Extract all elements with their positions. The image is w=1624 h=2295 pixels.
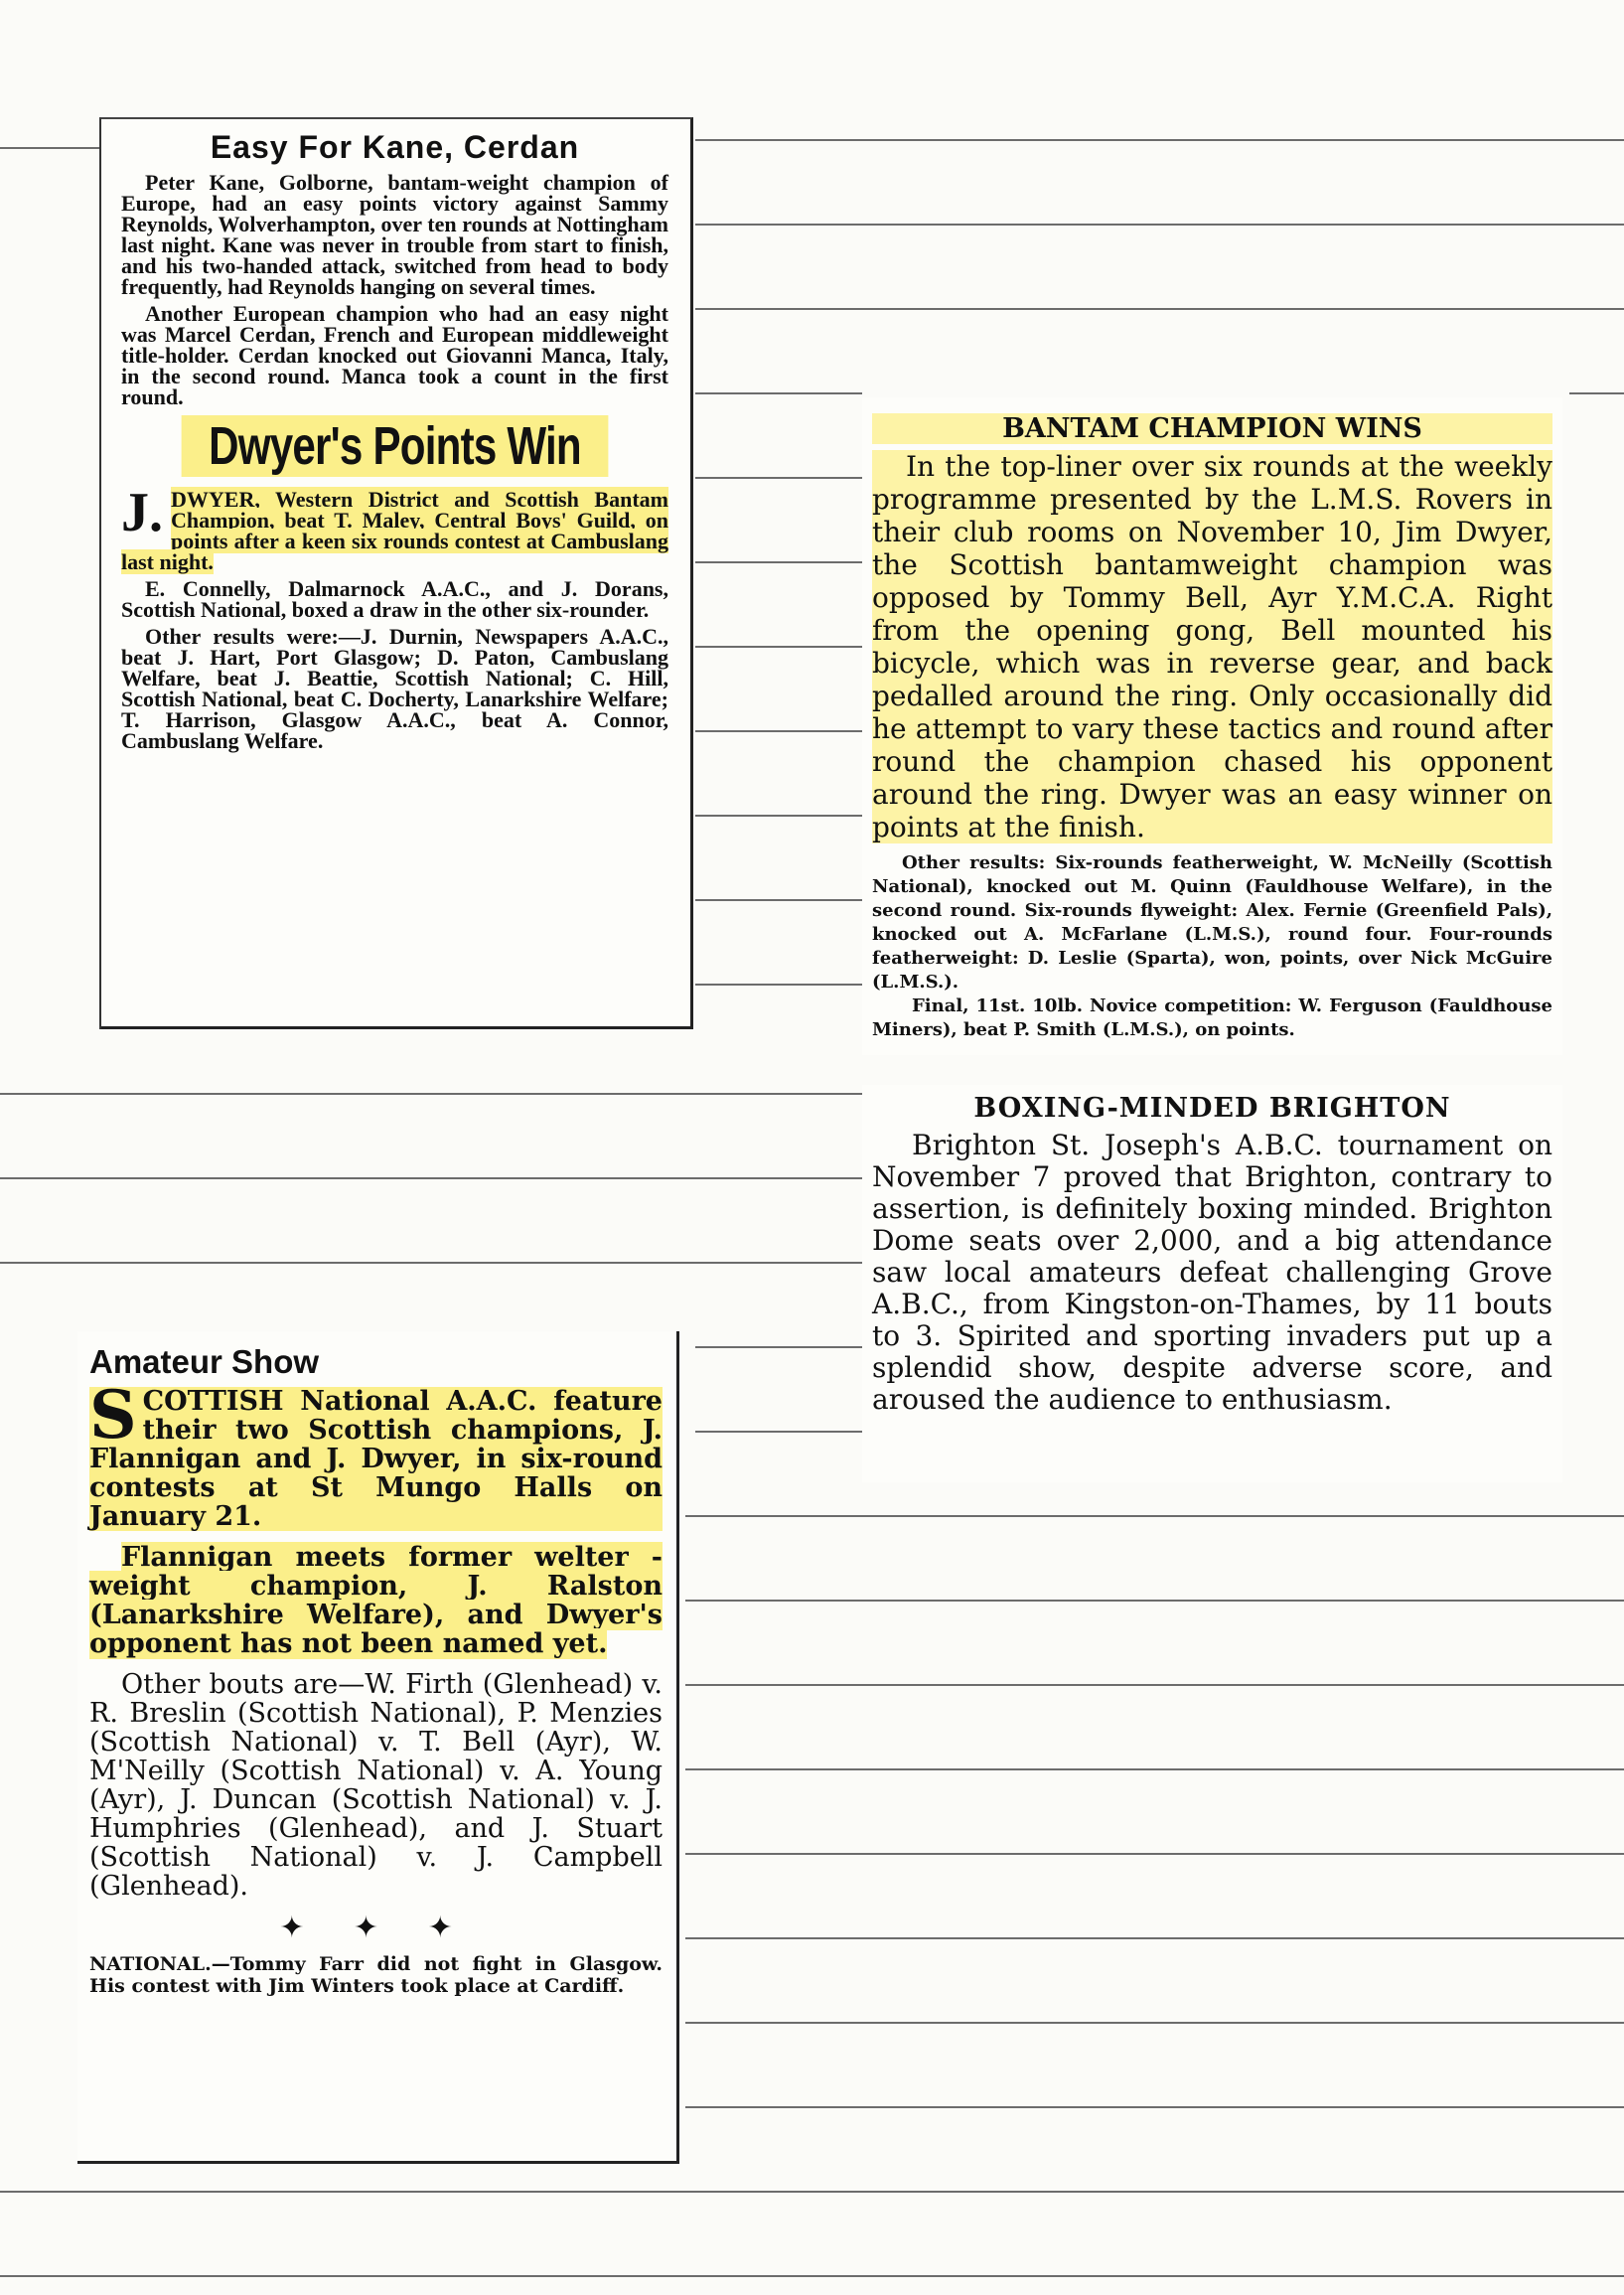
drop-cap: S [89,1376,137,1454]
drop-cap: J. [121,482,163,543]
clipping-brighton [862,1085,1562,1482]
headline-dwyers-points-win: Dwyer's Points Win [182,415,609,477]
headline-boxing-minded-brighton: BOXING-MINDED BRIGHTON [973,1093,1451,1124]
lead-paragraph: DWYER, Western District and Scottish Bantam Champion, beat T. Maley, Central Boys' Guild, on points after a keen six rounds contest at Cambuslang last night. [121,487,668,574]
flannigan-paragraph: Flannigan meets former welter - weight champion, J. Ralston (Lanarkshire Welfare), and Dwyer's opponent has not been named yet. [89,1542,663,1659]
clipping-bantam-champion [862,397,1562,1055]
paragraph-cerdan: Another European champion who had an easy night was Marcel Cerdan, French and European middleweight title-holder. Cerdan knocked out Giovanni Manca, Italy, in the second round. Manca took a count in the first round. [121,301,668,409]
paragraph-other-results: Other results were:—J. Durnin, Newspapers A.A.C., beat J. Hart, Port Glasgow; D. Paton, Cambuslang Welfare, beat J. Beattie, Scottish National; C. Hill, Scottish National, beat C. Docherty, Lanarkshire Welfare; T. Harrison, Glasgow A.A.C., beat A. Connor, Cambuslang Welfare. [121,624,668,753]
lead-paragraph: COTTISH National A.A.C. feature their two Scottish champions, J. Flannigan and J. Dwyer, in six-round contests at St Mungo Halls on January 21. [89,1386,663,1532]
paragraph-connelly: E. Connelly, Dalmarnock A.A.C., and J. Dorans, Scottish National, boxed a draw in the other six-rounder. [121,576,668,622]
novice-final: Final, 11st. 10lb. Novice competition: W. Ferguson (Fauldhouse Miners), beat P. Smith (L.M.S.), on points. [872,995,1552,1040]
star-separator: ✦ ✦ ✦ [279,1911,473,1945]
other-results: Other results: Six-rounds featherweight, W. McNeilly (Scottish National), knocked out M. Quinn (Fauldhouse Welfare), in the second round. Six-rounds flyweight: Alex. Fernie (Greenfield Pals), knocked out A. McFarlane (L.M.S.), round four. Four-rounds featherweight: D. Leslie (Sparta), won, points, over Nick McGuire (L.M.S.). [872,852,1552,993]
article-body: Brighton St. Joseph's A.B.C. tournament on November 7 proved that Brighton, contrary to assertion, is definitely boxing minded. Brighton Dome seats over 2,000, and a big attendance saw local amateurs defeat challenging Grove A.B.C., from Kingston-on-Thames, by 11 bouts to 3. Spirited and sporting invaders put up a splendid show, despite adverse score, and aroused the audience to enthusiasm. [872,1129,1552,1416]
headline-bantam-champion-wins: BANTAM CHAMPION WINS [872,413,1552,444]
article-body: In the top-liner over six rounds at the weekly programme presented by the L.M.S. Rovers in their club rooms on November 10, Jim Dwyer, the Scottish bantamweight champion was opposed by Tommy Bell, Ayr Y.M.C.A. Right from the opening gong, Bell mounted his bicycle, which was in reverse gear, and back pedalled around the ring. Only occasionally did he attempt to vary these tactics and round after round the champion chased his opponent around the ring. Dwyer was an easy winner on points at the finish. [872,450,1552,843]
paragraph-kane: Peter Kane, Golborne, bantam-weight champion of Europe, had an easy points victory against Sammy Reynolds, Wolverhampton, over ten rounds at Nottingham last night. Kane was never in trouble from start to finish, and his two-handed attack, switched from head to body frequently, had Reynolds hanging on several times. [121,170,668,299]
headline-kane-cerdan: Easy For Kane, Cerdan [210,129,580,165]
national-note: NATIONAL.—Tommy Farr did not fight in Glasgow. His contest with Jim Winters took place at Cardiff. [89,1953,663,1997]
other-bouts: Other bouts are—W. Firth (Glenhead) v. R. Breslin (Scottish National), P. Menzies (Scottish National) v. T. Bell (Ayr), W. M'Neilly (Scottish National) v. A. Young (Ayr), J. Duncan (Scottish National) v. J. Humphries (Glenhead), and J. Stuart (Scottish National) v. J. Campbell (Glenhead). [89,1669,663,1902]
divider [101,1026,690,1029]
headline-amateur-show: Amateur Show [89,1343,320,1380]
clipping-amateur-show [77,1331,679,2164]
divider [77,2161,676,2164]
clipping-kane-dwyer [99,117,693,1029]
